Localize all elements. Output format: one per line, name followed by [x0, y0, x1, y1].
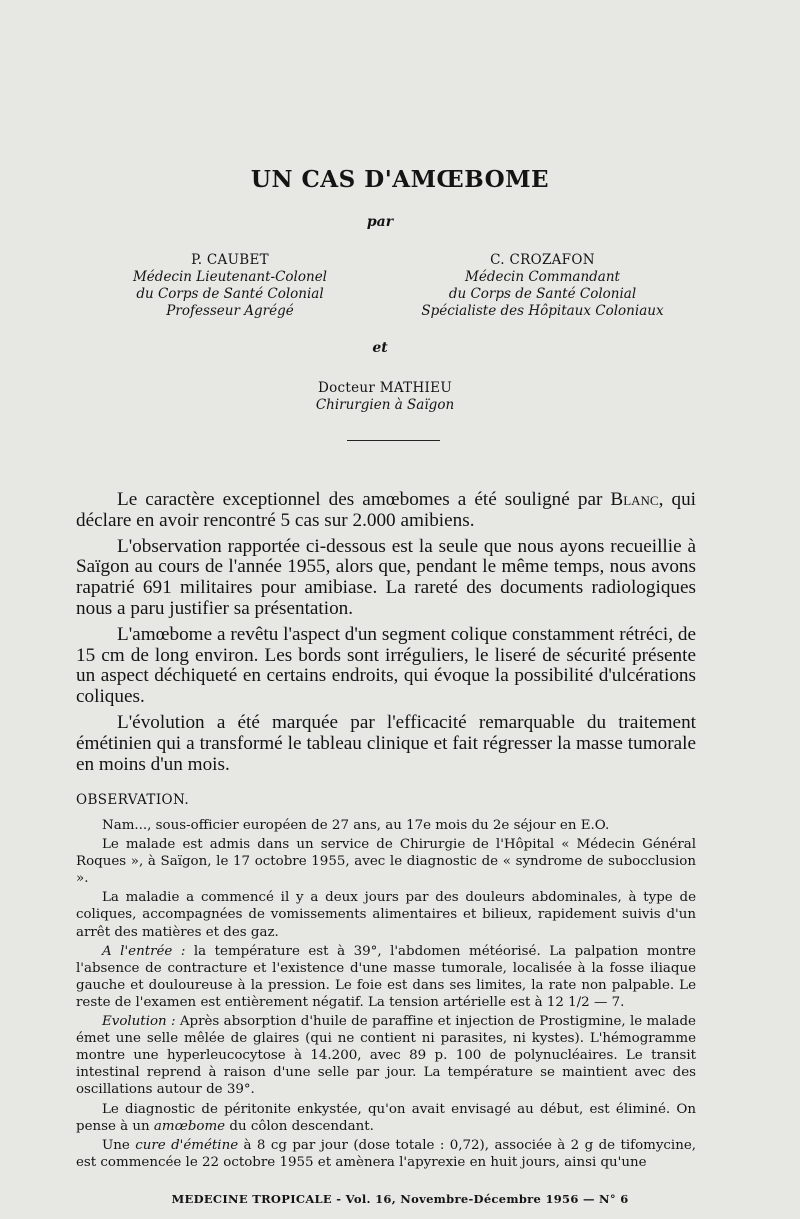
separator-rule	[347, 440, 440, 441]
body-paragraph	[76, 1101, 696, 1135]
author-affiliation-line: Chirurgien à Saïgon	[315, 397, 455, 413]
body-paragraph	[76, 943, 696, 1011]
abstract-text: Le caractère exceptionnel des amœbomes a été souligné par	[117, 489, 611, 510]
author-affiliation-line: Médecin Commandant	[465, 269, 620, 285]
body-emphasis: Evolution :	[102, 1014, 176, 1030]
article-title: UN CAS D'AMŒBOME	[250, 166, 550, 193]
author-affiliation-line: du Corps de Santé Colonial	[448, 286, 637, 302]
body-paragraph: Le malade est admis dans un service de Chirurgie de l'Hôpital « Médecin Général Roques », à Saïgon, le 17 octobre 1955, avec le diagnostic de « syndrome de subocclusion ».	[76, 837, 696, 887]
body-text: Le diagnostic de péritonite enkystée, qu'on avait envisagé au début, est éliminé. On pense à un	[76, 1101, 696, 1134]
author-caubet	[95, 252, 365, 320]
journal-footer: MEDECINE TROPICALE - Vol. 16, Novembre-Décembre 1956 — N° 6	[171, 1192, 629, 1206]
body-text: la température est à 39°, l'abdomen météorisé. La palpation montre l'absence de contracture et l'existence d'une masse tumorale, localisée à la fosse iliaque gauche et douloureuse à la pression. Le foie est dans ses limites, la rate non palpable. Le reste de l'examen est entièrement négatif. La tension artérielle est à 12 1/2 — 7.	[76, 943, 696, 1010]
body-text: à 8 cg par jour (dose totale : 0,72), associée à 2 g de tifomycine, est commencée le 22 octobre 1955 et amènera l'apyrexie en huit jours, ainsi qu'une	[76, 1137, 697, 1170]
author-name: C. CROZAFON	[490, 252, 595, 268]
observation-body	[76, 817, 696, 1173]
abstract	[76, 490, 696, 780]
author-crozafon	[400, 252, 685, 320]
abstract-text: , qui déclare en avoir rencontré 5 cas sur 2.000 amibiens.	[76, 489, 696, 531]
body-paragraph: La maladie a commencé il y a deux jours par des douleurs abdominales, à type de coliques, accompagnées de vomissements alimentaires et bilieux, rapidement suivis d'un arrêt des matières et des gaz.	[76, 890, 696, 940]
author-affiliation-line: du Corps de Santé Colonial	[136, 286, 324, 302]
par-label: par	[366, 214, 394, 230]
section-heading: OBSERVATION.	[76, 792, 190, 808]
body-paragraph: Nam..., sous-officier européen de 27 ans, au 17e mois du 2e séjour en E.O.	[102, 818, 610, 833]
body-paragraph	[76, 1013, 696, 1098]
abstract-paragraph: L'observation rapportée ci-dessous est la seule que nous ayons recueillie à Saïgon au cours de l'année 1955, alors que, pendant le même temps, nous avons rapatrié 691 militaires pour amibiase. La rareté des documents radiologiques nous a paru justifier sa présentation.	[76, 535, 696, 619]
body-paragraph	[76, 1137, 696, 1171]
author-mathieu	[270, 380, 500, 414]
body-emphasis: amœbome	[153, 1118, 226, 1134]
cited-author: Blanc	[610, 489, 659, 510]
body-text: du côlon descendant.	[225, 1118, 374, 1134]
author-affiliation-line: Médecin Lieutenant-Colonel	[132, 269, 328, 285]
body-emphasis: cure d'émétine	[135, 1137, 239, 1153]
abstract-paragraph: L'amœbome a revêtu l'aspect d'un segment colique constamment rétréci, de 15 cm de long environ. Les bords sont irréguliers, le liseré de sécurité présente un aspect déchiqueté en certains endroits, qui évoque la possibilité d'ulcérations coliques.	[76, 623, 696, 708]
body-text: Après absorption d'huile de paraffine et injection de Prostigmine, le malade émet une selle mêlée de glaires (qui ne contient ni parasites, ni kystes). L'hémogramme montre une hyperleucocytose à 14.200, avec 89 p. 100 de polynucléaires. Le transit intestinal reprend à raison d'une selle par jour. La température se maintient avec des oscillations autour de 39°.	[76, 1014, 696, 1098]
abstract-paragraph: L'évolution a été marquée par l'efficacité remarquable du traitement émétinien qui a transformé le tableau clinique et fait régresser la masse tumorale en moins d'un mois.	[76, 711, 696, 775]
et-label: et	[372, 340, 388, 356]
author-name: Docteur MATHIEU	[317, 380, 453, 396]
author-name: P. CAUBET	[191, 252, 269, 268]
author-affiliation-line: Professeur Agrégé	[166, 303, 294, 319]
author-affiliation-line: Spécialiste des Hôpitaux Coloniaux	[421, 303, 664, 319]
body-emphasis: A l'entrée :	[102, 943, 186, 959]
body-text: Une	[102, 1137, 136, 1153]
abstract-paragraph	[76, 490, 696, 532]
